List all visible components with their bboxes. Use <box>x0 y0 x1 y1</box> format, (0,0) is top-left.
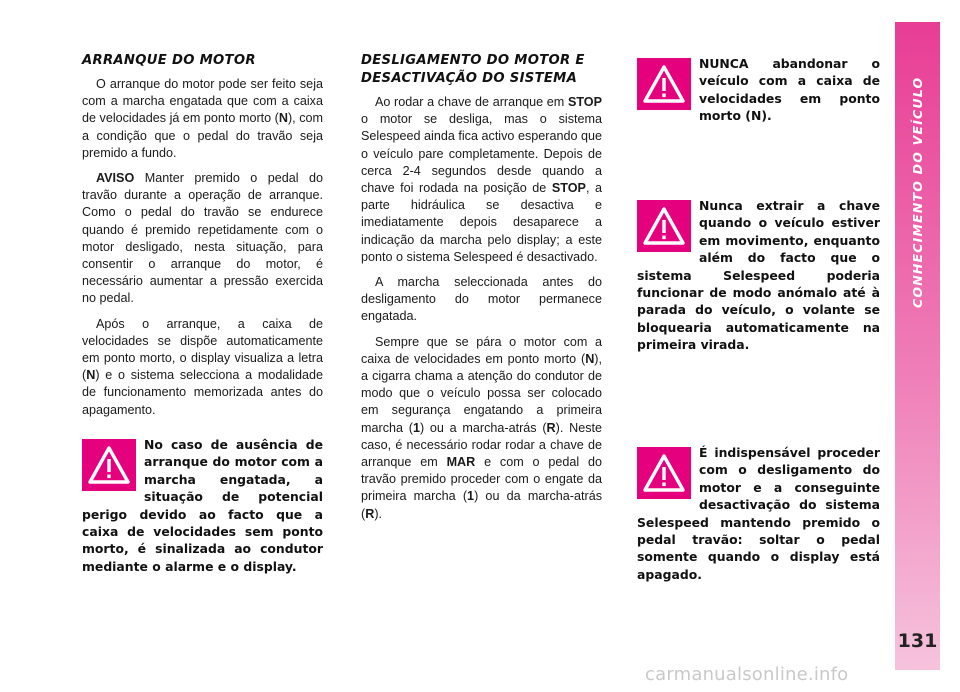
warning-triangle-icon <box>82 439 136 491</box>
warning-text: No caso de ausência de arranque do motor com a marcha engatada, a situação de potencial perigo devido ao facto que a caixa de velocidades sem ponto morto, é sinalizada ao condutor mediante o alarme e o display. <box>82 437 323 574</box>
warning-text: Nunca extrair a chave quando o veículo estiver em movimento, enquanto além do facto que o sistema Selespeed poderia funcionar de modo anómalo até à parada do veículo, o volante se bloquearia automaticamente na primeira virada. <box>637 198 880 353</box>
watermark: carmanualsonline.info <box>645 664 849 685</box>
warning-box <box>637 197 880 354</box>
warning-triangle-icon <box>637 58 691 110</box>
heading-engine-start: ARRANQUE DO MOTOR <box>82 53 256 68</box>
paragraph: Sempre que se pára o motor com a caixa de velocidades em ponto morto (N), a cigarra chama a atenção do condutor de modo que o veículo possa ser colocado em segurança engatando a primeira marcha (1) ou a marcha-atrás (R). Neste caso, é necessário rodar rodar a chave de arranque em MAR e com o pedal do travão premido proceder com o engate da primeira marcha (1) ou da marcha-atrás (R). <box>361 334 602 521</box>
section-title: CONHECIMENTO DO VEÍCULO <box>910 76 925 308</box>
notice-label: AVISO <box>96 171 135 186</box>
page-number: 131 <box>897 630 938 652</box>
section-sidebar <box>895 22 940 670</box>
paragraph: A marcha seleccionada antes do desligamento do motor permanece engatada. <box>361 275 602 324</box>
paragraph: O arranque do motor pode ser feito seja com a marcha engatada que com a caixa de velocidades já em ponto morto (N), com a condição que o pedal do travão seja premido a fundo. <box>82 77 323 160</box>
paragraph: Ao rodar a chave de arranque em STOP o motor se desliga, mas o sistema Selespeed ainda fica activo esperando que o veículo pare completamente. Depois de cerca 2-4 segundos desde quando a chave foi rodada na posição de STOP, a parte hidráulica se desactiva e imediatamente depois desaparece a indicação da marcha pelo display; a este ponto o sistema Selespeed é desactivado. <box>361 95 602 264</box>
heading-engine-stop: DESLIGAMENTO DO MOTOR E DESACTIVAÇÃO DO SISTEMA <box>361 53 585 86</box>
warning-triangle-icon <box>637 447 691 499</box>
column-middle <box>361 52 602 531</box>
paragraph-notice: AVISO Manter premido o pedal do travão durante a operação de arranque. Como o pedal do travão se endurece quando é premido repetidamente com o motor desligado, nesta situação, para consentir o arranque do motor, é necessário aumentar a pressão exercida no pedal. <box>82 171 323 306</box>
warning-box <box>82 436 323 575</box>
warning-box <box>637 444 880 583</box>
warning-text: NUNCA abandonar o veículo com a caixa de velocidades em ponto morto (N). <box>699 56 880 124</box>
column-left <box>82 52 323 427</box>
warning-box <box>637 55 880 125</box>
warning-text: É indispensável proceder com o desligamento do motor e a conseguinte desactivação do sistema Selespeed mantendo premido o pedal travão: soltar o pedal somente quando o display está apagado. <box>637 445 880 582</box>
warning-triangle-icon <box>637 200 691 252</box>
paragraph: Após o arranque, a caixa de velocidades se dispõe automaticamente em ponto morto, o display visualiza a letra (N) e o sistema selecciona a modalidade de funcionamento memorizada antes do apagamento. <box>82 316 323 417</box>
